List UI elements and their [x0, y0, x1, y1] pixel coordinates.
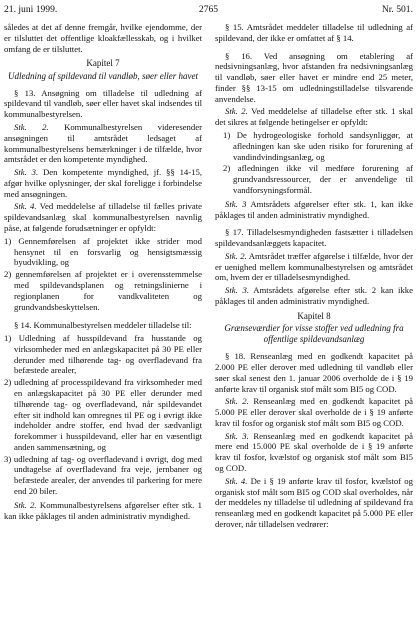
section-18-stk-4 [215, 476, 413, 530]
chapter-8-heading: Kapitel 8 [297, 310, 331, 321]
stk-text: Ved meddelelse af tilladelse efter stk. 1 skal det sikres at følgende betingelser er opfyldt: [215, 106, 413, 128]
section-14-list [4, 333, 202, 497]
list-item: 1) Gennemførelsen af projektet ikke strider mod hensynet til en forsvarlig og hensigtsmæssig byudvikling, og [4, 235, 202, 268]
header-page-number: 2765 [198, 4, 219, 15]
stk-label: Stk. 2. [225, 106, 248, 117]
left-column [4, 22, 202, 523]
chapter-7-heading: Kapitel 7 [86, 58, 120, 69]
section-13-stk-4 [4, 201, 202, 233]
list-item: 2) afledningen ikke vil medføre forurening af grundvandsressourcer, der er anvendelige til vandforsyningsformål. [223, 163, 413, 195]
stk-label: Stk. 3. [225, 430, 249, 441]
section-18: § 18. Renseanlæg med en godkendt kapacitet på 2.000 PE eller derover med udledning til vandløb eller søer skal senest den 1. januar 2006 overholde de i § 19 anførte krav til organisk stof målt som BI5 og COD. [215, 351, 413, 394]
list-item: 3) udledning af tag- og overfladevand i øvrigt, dog med undtagelse af overfladevand fra veje, jernbaner og befæstede arealer, der anvendes til parkering for mere end 20 biler. [4, 453, 202, 496]
section-16-stk-2 [215, 106, 413, 128]
stk-text: Ved meddelelse af tilladelse til fælles private spildevandsanlæg skal kommunalbestyrelsen navnlig påse, at følgende forudsætninger er opfyldt: [4, 201, 203, 234]
stk-text: Amtsrådets afgørelser efter stk. 1, kan ikke påklages til anden administrativ myndighed. [215, 198, 413, 220]
section-17-stk-2 [215, 251, 413, 283]
section-14-stk-2 [4, 500, 202, 522]
section-18-stk-2 [215, 396, 413, 428]
stk-label: Stk. 4. [14, 201, 37, 212]
list-item: 1) De hydrogeologiske forhold sandsynliggør, at afledningen kan ske uden risiko for forurening af vandindvindingsanlæg, og [223, 130, 413, 162]
page-header [4, 4, 413, 18]
stk-label: Stk. 3. [225, 285, 250, 296]
section-13-stk-3 [4, 167, 202, 199]
header-date: 21. juni 1999. [4, 4, 58, 15]
section-13-list [4, 236, 202, 312]
section-17-stk-3 [215, 285, 413, 307]
list-item: 1) Udledning af husspildevand fra husstande og virksomheder med en anlægskapacitet på 30 PE eller derunder med tilhørende tag- og overfladevand fra befæstede arealer, [4, 333, 202, 376]
stk-text: Amtsrådet træffer afgørelse i tilfælde, hvor der er uenighed mellem kommunalbestyrelsen og amtsrådet om, hvem der er tilladelsesmyndighed. [215, 250, 413, 283]
right-column [215, 22, 413, 532]
section-16-list [215, 130, 413, 196]
stk-label: Stk. 2. [14, 499, 37, 510]
stk-label: Stk. 3 [225, 198, 247, 209]
list-item: 2) gennemførelsen af projektet er i overensstemmelse med spildevandsplanen og retningslinierne i regionplanen for vandkvaliteten og grundvandsbeskyttelsen. [4, 269, 202, 312]
section-16-stk-3 [215, 199, 413, 221]
stk-text: De i § 19 anførte krav til fosfor, kvælstof og organisk stof målt som BI5 og COD skal overholdes, når der meddeles ny tilladelse til udledning af spildevand fra renseanlæg med en godkendt kapacitet på 5.000 PE eller derover, når tilladelsen vedrører: [215, 475, 413, 529]
stk-text: Den kompetente myndighed, jf. §§ 14-15, afgør hvilke oplysninger, der skal foreligge i forbindelse med ansøgningen. [4, 167, 203, 199]
stk-label: Stk. 2. [225, 396, 249, 407]
section-16: § 16. Ved ansøgning om etablering af nedsivningsanlæg, hvor afstanden fra nedsivningsanlæg til vandløb, søer eller havet er mindre end 25 meter, finder §§ 13-15 om udledningstilladelse tilsvarende anvendelse. [215, 50, 413, 104]
stk-text: Renseanlæg med en godkendt kapacitet på 5.000 PE eller derover skal overholde de i § 19 anførte krav til fosfor og organisk stof målt som BI5 og COD. [215, 396, 413, 428]
stk-label: Stk. 2. [225, 250, 247, 261]
stk-text: Renseanlæg med en godkendt kapacitet på mere end 15.000 PE skal overholde de i § 19 anførte krav til fosfor, kvælstof og organisk stof målt som BI5 og COD. [215, 430, 413, 474]
stk-text: Kommunalbestyrelsen videresender ansøgningen til amtsrådet ledsaget af kommunalbestyrelsens bemærkninger i de tilfælde, hvor amtsrådet er den kompetente myndighed. [4, 122, 202, 165]
chapter-7-title: Udledning af spildevand til vandløb, søer eller havet [8, 70, 198, 81]
section-18-stk-3 [215, 431, 413, 474]
stk-label: Stk. 4. [225, 475, 248, 486]
intro-paragraph: således at det af denne fremgår, hvilke ejendomme, der er tilsluttet det offentlige kloakfællesskab, og i hvilket omfang de er tilsluttet. [4, 22, 202, 54]
section-14: § 14. Kommunalbestyrelsen meddeler tilladelse til: [14, 320, 192, 331]
section-13-stk-2 [4, 122, 202, 165]
chapter-8-title: Grænseværdier for visse stoffer ved udledning fra offentlige spildevandsanlæg [224, 322, 404, 345]
section-13: § 13. Ansøgning om tilladelse til udledning af spildevand til vandløb, søer eller havet skal indsendes til kommunalbestyrelsen. [4, 87, 202, 120]
list-item: 2) udledning af processpildevand fra virksomheder med en anlægskapacitet på 30 PE eller derunder med tilhørende tag- og overfladevand, når spildevandet efter sit indhold kan omregnes til PE og i øvrigt ikke indeholder andre stoffer, end hvad der sædvanligt forekommer i husspildevand, eller har en væsentligt anden sammensætning, og [4, 377, 202, 452]
header-issue-number: Nr. 501. [381, 4, 413, 15]
stk-text: Kommunalbestyrelsens afgørelser efter stk. 1 kan ikke påklages til anden administrativ myndighed. [4, 499, 202, 521]
stk-text: Amtsrådets afgørelse efter stk. 2 kan ikke påklages til anden administrativ myndighed. [215, 285, 413, 306]
stk-label: Stk. 3. [14, 167, 39, 178]
stk-label: Stk. 2. [14, 122, 49, 132]
section-17: § 17. Tilladelsesmyndigheden fastsætter i tilladelsen spildevandsanlæggets kapacitet. [215, 227, 413, 249]
section-15: § 15. Amtsrådet meddeler tilladelse til udledning af spildevand, der ikke er omfattet af § 14. [215, 22, 413, 43]
